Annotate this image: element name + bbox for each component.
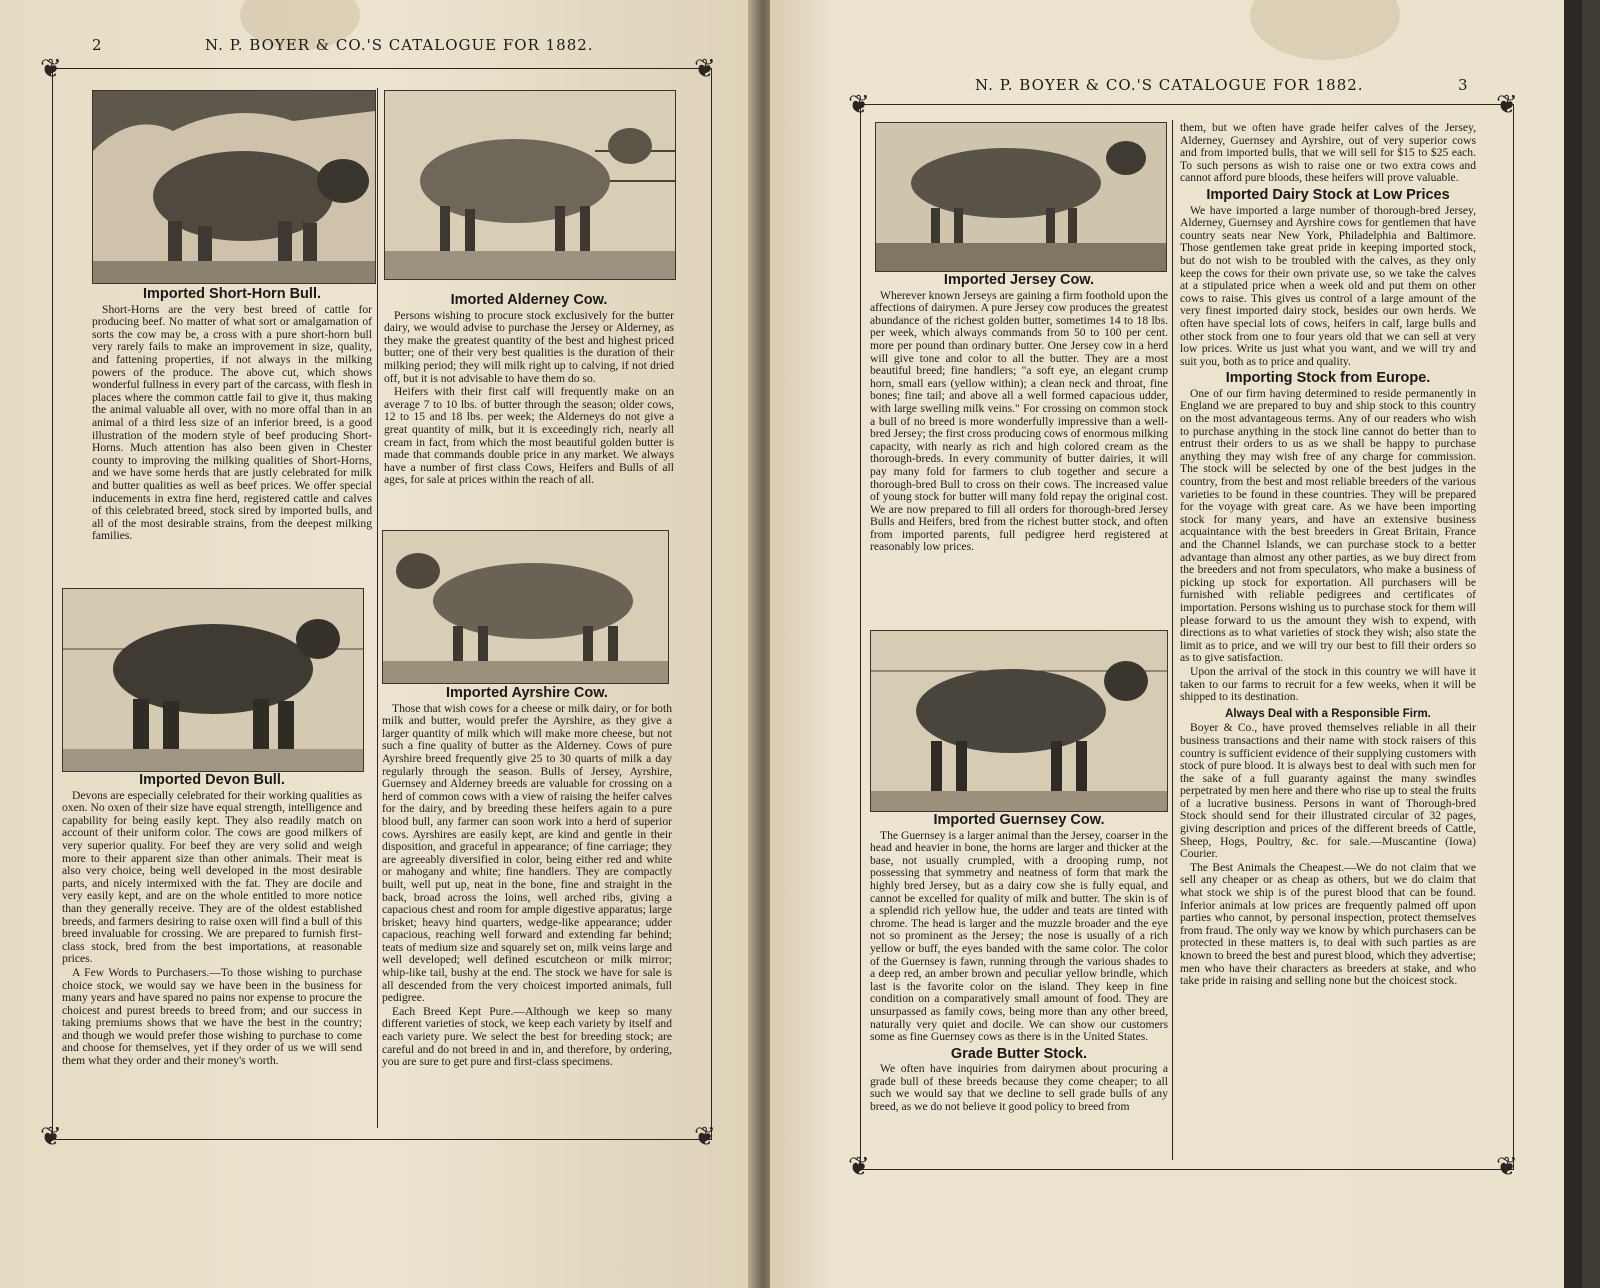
short-horn-bull-illustration [92, 90, 376, 284]
page-number: 2 [92, 36, 103, 54]
paragraph: Short-Horns are the very best breed of cattle for producing beef. No matter of what sort or amalgamation of sorts the cow may be, a cross with a pure short-horn bull very rarely fails to make an improvement in size, quality, and fattening properties, if not always in the milking powers of the produce. The above cut, which shows wonderful fullness in every part of the carcass, with flesh in places where the common cattle fail to give it, thus making the animal valuable all over, with no more offal than in an animal of a third less size of an inferior breed, is a good illustration of the modern style of beef producing Short-Horns. Much attention has also been given in Chester county to improving the milking qualities of Short-Horns, and we have some herds that are justly celebrated for milk and butter qualities as well as beef prices. We offer special inducements in extra fine herd, registered cattle and calves of this celebrated breed, stock sired by imported bulls, and all of the most desirable strains, from the deepest milking families. [92, 302, 372, 543]
section-heading: Imported Guernsey Cow. [933, 812, 1105, 828]
left-column-2 [384, 290, 674, 488]
paragraph: We often have inquiries from dairymen about procuring a grade bull of these breeds because they come cheaper; to all such we would say that we decline to sell grade bulls of any breed, as we do not believe it good policy to breed from [870, 1062, 1168, 1114]
ayrshire-cow-illustration [382, 530, 669, 684]
paragraph: Persons wishing to procure stock exclusively for the butter dairy, we would advise to purchase the Jersey or Alderney, as they make the greatest quantity of the best and highest priced butter; one of their very best qualities is the duration of their milking period; they will milk right up to calving, if not dried off, but it is not advisable to have them do so. [384, 308, 674, 385]
paragraph: Each Breed Kept Pure.—Although we keep so many different varieties of stock, we keep each variety by itself and each variety pure. We select the best for breeding stock; are careful and do not breed in and in, and therefore, by ordering, you are sure to get pure and first-class specimens. [382, 1004, 672, 1069]
section-heading: Imorted Alderney Cow. [450, 292, 608, 308]
section-heading: Imported Dairy Stock at Low Prices [1206, 186, 1450, 203]
paragraph: Heifers with their first calf will frequently make on an average 7 to 10 lbs. of butter through the season; older cows, 12 to 15 and 18 lbs. per week; the Alderneys do not give a great quantity of milk, but it is exceedingly rich, nearly all cream in fact, from which the most beautiful golden butter is made that commands double price in any market. We always have a number of first class Cows, Heifers and Bulls of all ages, for sale at prices within the reach of all. [384, 385, 674, 487]
paragraph: We have imported a large number of thorough-bred Jersey, Alderney, Guernsey and Ayrshire cows for gentlemen that have country seats near New York, Philadelphia and Baltimore. Those gentlemen take great pride in keeping imported stock, but do not wish to be troubled with the calves, as they only keep the cows for their own private use, so we take the calves at a stipulated price when a week old and put them on other cows to raise. This gives us control of a large amount of the very finest imported dairy stock, besides our own herds. We often have special lots of cows, heifers in calf, large bulls and other stock from one to four years old that we can sell at very low prices. Write us just what you want, and we will try and suit you, both as to price and quality. [1180, 203, 1476, 368]
corner-ornament: ❦ [40, 54, 62, 84]
right-page [770, 0, 1582, 1288]
left-column-1-lower [62, 770, 362, 1069]
corner-ornament: ❦ [694, 1122, 716, 1152]
right-column-1-lower [870, 810, 1168, 1115]
paragraph: Those that wish cows for a cheese or milk dairy, or for both milk and butter, would prefer the Ayrshire, as they give a larger quantity of milk which will make more cheese, but not such a fine quality of butter as the Alderney. Cows of pure Ayrshire breed frequently give 25 to 30 quarts of milk a day regularly through the season. Bulls of Jersey, Ayrshire, Guernsey and Alderney breeds are valuable for crossing on a herd of common cows with a view of raising the heifer calves for the dairy, and by breeding these heifers again to a pure blood bull, any farmer can soon work into a herd of superior cows. Ayrshires are easily kept, are kind and gentle in their disposition, and graceful in appearance; of fine carriage; they are agreeably diversified in color, being either red and white or mahogany and white; fine handlers. They are compactly built, well put up, neat in the bone, fine and straight in the back, broad across the loins, well arched ribs, giving a capacious chest and room for ample digestive apparatus; large brisket; heavy hind quarters, wedge-like appearance; udder capacious, reaching well forward and extending far behind; teats of medium size and squarely set on, milk veins large and well developed; well defined escutcheon or milk mirror; whip-like tail, bushy at the end. The stock we have for sale is all descended from the very choicest imported animals, full pedigree. [382, 701, 672, 1005]
corner-ornament: ❦ [1496, 90, 1518, 120]
section-heading: Imported Ayrshire Cow. [446, 685, 608, 701]
paragraph: Wherever known Jerseys are gaining a firm foothold upon the affections of dairymen. A pure Jersey cow produces the greatest abundance of the richest golden butter, sometimes 14 to 18 lbs. per week, which always commands from 50 to 100 per cent. more per pound than ordinary butter. One Jersey cow in a herd will give tone and color to all the butter. They are a most beautiful breed; fine handlers; "a soft eye, an elegant crump horn, small ears (yellow within); a clean neck and throat, fine bones; fine tail; and above all a well formed capacious udder, with large swelling milk veins." For crossing on common stock a bull of no breed is more wonderfully impressive than a well-bred Jersey; the first cross producing cows of enormous milking capacity, with nearly as rich and high colored cream as the thorough-breds. In every community of butter dairies, it will pay many fold for farmers to club together and secure a thorough-bred Bull to cross on their cows. The increased value of young stock for butter will many fold repay the original cost. We are now prepared to fill all orders for thorough-bred Jersey Bulls and Heifers, bred from the richest butter stock, and often from imported parents, full pedigree herd registered at reasonably low prices. [870, 288, 1168, 554]
corner-ornament: ❦ [848, 90, 870, 120]
paragraph: Devons are especially celebrated for their working qualities as oxen. No oxen of their size have equal strength, intelligence and capability for being easily kept. They also readily match on account of their uniform color. The cows are good milkers of very superior quality. For beef they are very solid and weigh more to their apparent size than other animals. Their meat is also very choice, being well developed in the most desirable parts, and nicely intermixed with the fat. They are docile and very easily kept, and are on the whole entitled to more notice than they generally receive. They are of the oldest established breeds, and farmers desiring to raise oxen will find a bull of this breed invaluable for crossing. We are prepared to furnish first-class stock, bred from the best importations, at reasonable prices. [62, 788, 362, 966]
corner-ornament: ❦ [40, 1122, 62, 1152]
section-heading: Grade Butter Stock. [950, 1045, 1088, 1062]
paragraph: A Few Words to Purchasers.—To those wishing to purchase choice stock, we would say we have been in the business for many years and have spared no pains nor expense to procure the choicest and purest breeds to breed from; and our success in taking premiums shows that we have the best in the country; and though we would prefer those wishing to purchase to come and choose for themselves, yet if they order of us we will send them what they order and their money's worth. [62, 965, 362, 1068]
page-number: 3 [1458, 76, 1469, 94]
corner-ornament: ❦ [848, 1152, 870, 1182]
alderney-cow-illustration [384, 90, 676, 280]
left-page [0, 0, 762, 1288]
guernsey-cow-illustration [870, 630, 1168, 812]
section-heading: Importing Stock from Europe. [1225, 370, 1431, 387]
paragraph: Upon the arrival of the stock in this country we will have it taken to our farms to recruit for a few weeks, when it will be shipped to its destination. [1180, 664, 1476, 704]
paragraph: The Guernsey is a larger animal than the Jersey, coarser in the head and heavier in bone, the horns are larger and thicker at the base, not usually crumpled, with a drooping rump, not possessing that symmetry and neatness of form that mark the highly bred Jersey, but as a dairy cow she is fully equal, and cannot be excelled for quality of milk and butter. The skin is of a splendid rich yellow hue, the udder and teats are tinted with chrome. The head is larger and the muzzle broader and the eye not so prominent as the Jersey; the nose is usually of a rich yellow or buff, the eyes banded with the same color. The color of the Guernsey is fawn, running through the various shades to a deep red, an amber brown and peculiar yellow brindle, which last is the favorite color on the island. They keep in fine condition on a comparatively small amount of food. They are unsurpassed as family cows, being more than any other breed, naturally very quiet and docile. We can show our customers some as fine Guernsey cows as there is in the United States. [870, 828, 1168, 1044]
right-column-2 [1180, 122, 1476, 989]
right-column-1 [870, 270, 1168, 555]
section-heading: Imported Short-Horn Bull. [142, 286, 321, 302]
column-rule [1172, 120, 1173, 1160]
left-column-1 [92, 284, 372, 544]
paragraph: Boyer & Co., have proved themselves reliable in all their business transactions and their name with stock raisers of this country is sufficient evidence of their supplying customers with stock of pure blood. It is always best to deal with such men for the sake of a full guaranty against the many swindles perpetrated by men here and there who rise up to steal the fruits of a lucrative business. Persons in want of Thorough-bred Stock should send for their illustrated circular of 32 pages, giving description and prices of the different breeds of Cattle, Sheep, Hogs, Poultry, &c. for sale.—Muscantine (Iowa) Courier. [1180, 721, 1476, 861]
book-edge [1564, 0, 1582, 1288]
section-subheading: Always Deal with a Responsible Firm. [1225, 707, 1431, 720]
running-head: N. P. BOYER & CO.'S CATALOGUE FOR 1882. [975, 76, 1364, 94]
jersey-cow-illustration [875, 122, 1167, 272]
section-heading: Imported Devon Bull. [139, 772, 285, 788]
running-head: N. P. BOYER & CO.'S CATALOGUE FOR 1882. [205, 36, 594, 54]
corner-ornament: ❦ [694, 54, 716, 84]
devon-bull-illustration [62, 588, 364, 772]
section-heading: Imported Jersey Cow. [943, 272, 1095, 288]
corner-ornament: ❦ [1496, 1152, 1518, 1182]
paragraph: them, but we often have grade heifer calves of the Jersey, Alderney, Guernsey and Ayrshire, out of very superior cows and from imported bulls, that we will sell for $15 to $25 each. To such persons as wish to raise one or two extra cows and cannot afford pure bloods, these heifers will prove valuable. [1180, 121, 1476, 185]
paragraph: One of our firm having determined to reside permanently in England we are prepared to buy and ship stock to this country on the most advantageous terms. Any of our readers who wish to purchase anything in the stock line cannot do better than to entrust their orders to us as we shall be happy to purchase anything they may wish free of any charge for commission. The stock will be selected by one of the best judges in the country, from the best and most reliable breeders of the various varieties to be found in these countries. They will be prepared for the voyage with great care. As we have been importing stock for many years, and have an extensive business acquaintance with the best breeders in Great Britain, France and the Channel Islands, we can purchase stock to a better advantage than almost any other parties, as we buy direct from the breeders and not from speculators, who make a business of picking up stock for exportation. All purchasers will be furnished with reliable pedigrees and certificates of importation. Persons wishing us to purchase stock for them will please forward to us the amount they wish to expend, with directions as to what varieties of stock they wish; also state the limit as to price, and we will try our best to fill their orders so as to give satisfaction. [1180, 386, 1476, 665]
column-rule [377, 88, 378, 1128]
paragraph: The Best Animals the Cheapest.—We do not claim that we sell any cheaper or as cheap as others, but we do claim that what stock we ship is of the purest blood that can be found. Inferior animals at low prices are frequently palmed off upon parties who cannot, by personal inspection, protect themselves from fraud. The only way we know by which purchasers can be protected in these matters is, to deal with such parties as are known to breed the best and purest blood, which they advertise; men who have their characters as breeders at stake, and who take pride in raising and selling none but the choicest stock. [1180, 860, 1476, 988]
left-column-2-lower [382, 683, 672, 1070]
paper-stain [1250, 0, 1400, 60]
